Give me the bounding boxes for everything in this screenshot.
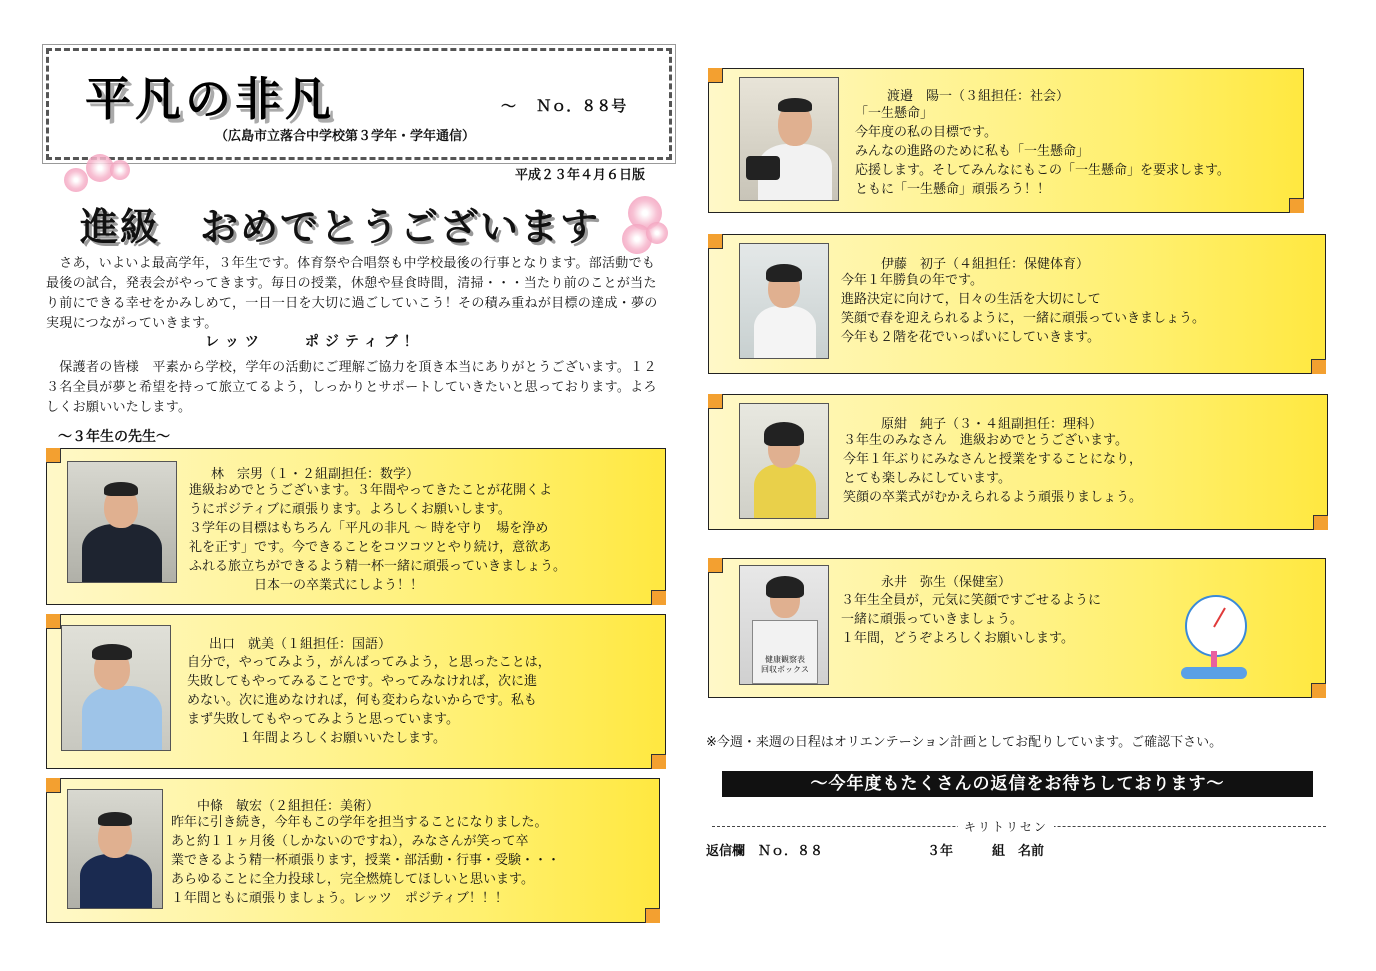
teacher-message: ３年生全員が，元気に笑顔ですごせるように 一緒に頑張っていきましょう。 １年間，どうぞよろしくお願いします。 <box>841 593 1102 646</box>
issue-date: 平成２３年４月６日版 <box>515 168 646 183</box>
teacher-photo <box>67 789 163 909</box>
blossom-decoration-6 <box>646 222 668 244</box>
teacher-photo <box>739 403 829 519</box>
headline: 進級 おめでとうございます <box>80 205 601 249</box>
blossom-decoration-3 <box>110 160 130 180</box>
newsletter-title: 平凡の非凡 <box>85 72 335 126</box>
teacher-name: 原紺 純子（３・４組副担任：理科） <box>881 417 1103 432</box>
section-title: ～３年生の先生～ <box>58 429 170 445</box>
teacher-name: 出口 就美（１組担任：国語） <box>209 637 392 652</box>
teacher-card-hayashi <box>46 448 666 605</box>
guardians-paragraph: 保護者の皆様 平素から学校，学年の活動にご理解ご協力を頂き本当にありがとうございます。１２３名全員が夢と希望を持って旅立てるよう，しっかりとサポートしていきたいと思っております。よろしくお願いいたします。 <box>46 360 657 415</box>
teacher-photo <box>739 77 839 201</box>
teacher-card-deguchi <box>46 614 666 769</box>
teacher-photo <box>61 625 171 751</box>
teacher-name: 中條 敏宏（２組担任：美術） <box>197 799 380 814</box>
teacher-name: 渡邉 陽一（３組担任：社会） <box>887 89 1070 104</box>
cut-line-label: キリトリセン <box>958 818 1054 835</box>
scale-illustration <box>1167 595 1263 683</box>
teacher-card-ito <box>708 234 1326 374</box>
teacher-photo <box>739 243 829 359</box>
issue-number: ～ Ｎｏ．８８号 <box>501 97 627 115</box>
lets-positive: レッツ ポジティブ！ <box>205 334 424 350</box>
teacher-message: 昨年に引き続き，今年もこの学年を担当することになりました。 あと約１１ヶ月後（しかないのですね），みなさんが笑って卒 業できるよう精一杯頑張ります，授業・部活動・行事・受験・・・ あらゆることに全力投球し，完全燃焼してほしいと思います。 １年間ともに頑張りましょう。レッツ ポジティブ！！！ <box>171 815 560 906</box>
masthead <box>46 48 672 160</box>
intro-paragraph: さあ，いよいよ最高学年，３年生です。体育祭や合唱祭も中学校最後の行事となります。部活動でも最後の試合，発表会がやってきます。毎日の授業，休憩や昼食時間，清掃・・・当たり前のことが当たり前にできる幸せをかみしめて，一日一日を大切に過ごしていこう！その積み重ねが目標の達成・夢の実現につながっていきます。 <box>46 256 658 331</box>
health-box-sign: 健康観察表 回収ボックス <box>752 620 818 684</box>
teacher-card-watanabe <box>708 68 1304 213</box>
teacher-card-harakon <box>708 394 1328 530</box>
teacher-message: 「一生懸命」 今年度の私の目標です。 みんなの進路のために私も「一生懸命」 応援します。そしてみんなにもこの「一生懸命」を要求します。 ともに「一生懸命」頑張ろう！！ <box>855 106 1230 197</box>
teacher-card-nagai <box>708 558 1326 698</box>
teacher-card-nakajo <box>46 778 660 923</box>
teacher-photo <box>67 461 177 583</box>
reply-banner: ～今年度もたくさんの返信をお待ちしております～ <box>722 771 1313 797</box>
teacher-name: 林 宗男（１・２組副担任：数学） <box>211 467 420 482</box>
teacher-message: 今年１年勝負の年です。 進路決定に向けて，日々の生活を大切にして 笑顔で春を迎えられるように，一緒に頑張っていきましょう。 今年も２階を花でいっぱいにしていきます。 <box>841 273 1206 345</box>
teacher-name: 伊藤 初子（４組担任：保健体育） <box>881 257 1090 272</box>
teacher-message: 進級おめでとうございます。３年間やってきたことが花開くよ うにポジティブに頑張ります。よろしくお願いします。 ３学年の目標はもちろん「平凡の非凡 ～ 時を守り 場を浄め 礼を正す」です。今できることをコツコツとやり続け，意欲あ ふれる旅立ちができるよう精一杯一緒に頑張っていきましょう。 日本一の卒業式にしよう！！ <box>189 483 567 593</box>
schedule-note: ※今週・来週の日程はオリエンテーション計画としてお配りしています。ご確認下さい。 <box>706 735 1223 750</box>
teacher-name: 永井 弥生（保健室） <box>881 575 1012 590</box>
reply-form-line: 返信欄 Ｎｏ．８８ ３年 組 名前 <box>706 844 1045 859</box>
newsletter-subtitle: （広島市立落合中学校第３学年・学年通信） <box>215 129 476 144</box>
blossom-decoration-1 <box>64 168 88 192</box>
teacher-message: ３年生のみなさん 進級おめでとうございます。 今年１年ぶりにみなさんと授業をすることになり， とても楽しみにしています。 笑顔の卒業式がむかえられるよう頑張りましょう。 <box>843 433 1143 505</box>
teacher-message: 自分で，やってみよう，がんばってみよう，と思ったことは， 失敗してもやってみることです。やってみなければ，次に進 めない。次に進めなければ，何も変わらないからです。私も まず失敗してもやってみようと思っています。 １年間よろしくお願いいたします。 <box>187 655 551 746</box>
teacher-photo <box>739 565 829 685</box>
